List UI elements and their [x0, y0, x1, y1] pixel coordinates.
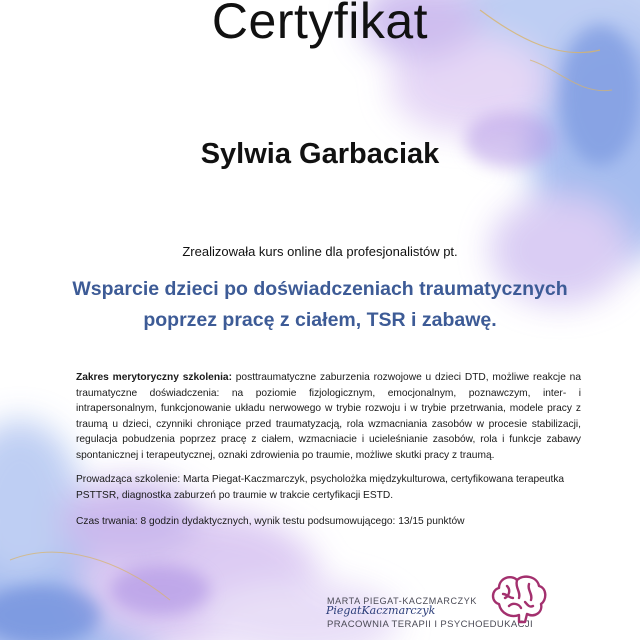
logo-signature: PiegatKaczmarczyk — [326, 604, 436, 617]
course-title-line-2: poprzez pracę z ciałem, TSR i zabawę. — [143, 309, 497, 331]
certificate-title: Certyfikat — [211, 0, 429, 49]
course-title — [60, 274, 580, 336]
course-title-line-1: Wsparcie dzieci po doświadczeniach traumatycznych — [72, 278, 568, 300]
logo-subtitle: PRACOWNIA TERAPII I PSYCHOEDUKACJI — [327, 619, 534, 630]
logo-name: MARTA PIEGAT-KACZMARCZYK — [327, 596, 477, 606]
intro-text: Zrealizowała kurs online dla profesjonalistów pt. — [182, 244, 458, 259]
scope-label: Zakres merytoryczny szkolenia: — [76, 372, 232, 383]
duration-paragraph: Czas trwania: 8 godzin dydaktycznych, wynik testu podsumowującego: 13/15 punktów — [76, 516, 465, 527]
scope-paragraph — [76, 370, 581, 464]
instructor-paragraph: Prowadząca szkolenie: Marta Piegat-Kaczmarczyk, psycholożka międzykulturowa, certyfikowana terapeutka PSTTSR, diagnostka zaburzeń po traumie w trakcie certyfikacji ESTD. — [76, 474, 565, 501]
brand-logo — [320, 580, 640, 640]
brain-icon — [485, 568, 551, 634]
scope-text: posttraumatyczne zaburzenia rozwojowe u dzieci DTD, możliwe reakcje na traumatyczne doświadczenia: na poziomie fizjologicznym, emocjonalnym, poznawczym, inter- i intrapersonalnym, funkcjonowanie układu nerwowego w trybie rozwoju i w trybie przetrwania, modele pracy z traumą u dzieci, czynniki chroniące przed traumatyzacją, rola wzmacniania zasobów w procesie stabilizacji, regulacja pobudzenia poprzez pracę z ciałem, wzmacniacie i ucieleśnianie zasobów, rola i funkcje zabawy spontanicznej i terapeutycznej, oznaki zdrowienia po traumie, możliwe skutki pracy z traumą. — [76, 372, 581, 461]
recipient-name: Sylwia Garbaciak — [200, 138, 440, 170]
